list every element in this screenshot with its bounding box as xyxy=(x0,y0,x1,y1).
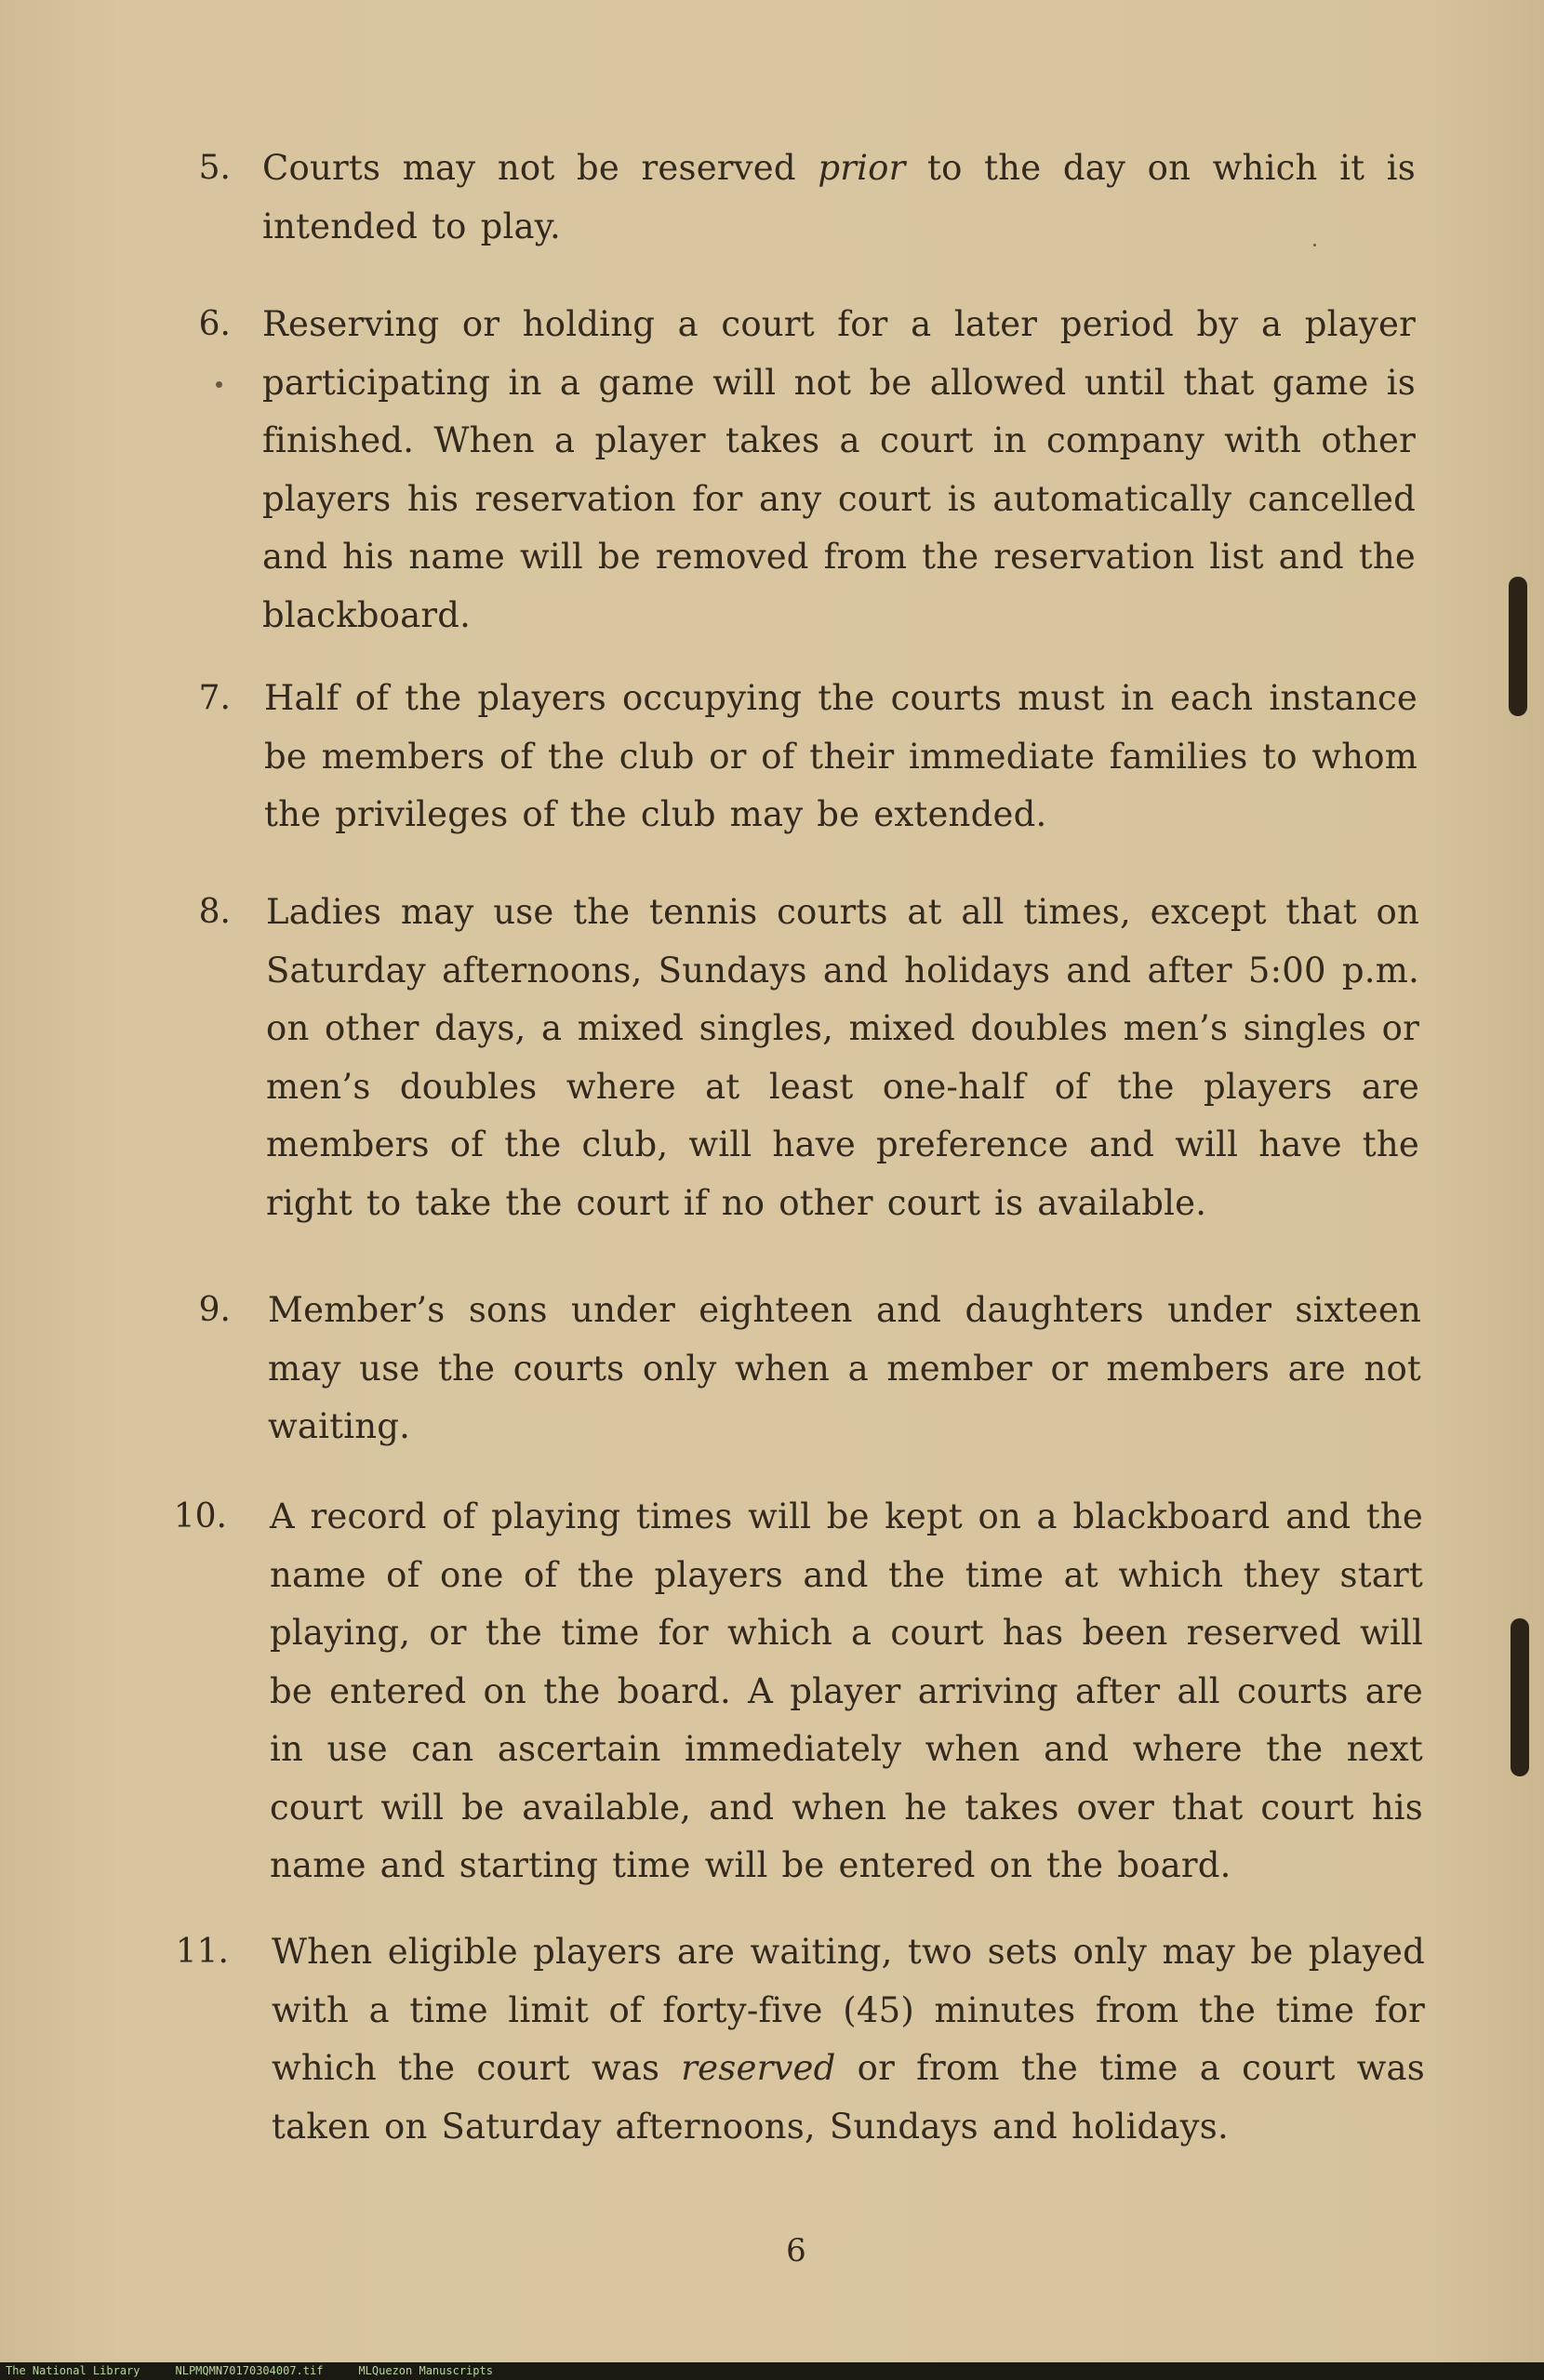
rule-number: 5. xyxy=(198,149,231,187)
scan-footer xyxy=(0,2362,1544,2380)
rule-text: Half of the players occupying the courts must in each instance be members of the club or of their immediate families to whom the privileges of the club may be extended. xyxy=(264,678,1418,834)
ink-speck xyxy=(1313,244,1316,246)
rule-text: When eligible players are waiting, two sets only may be played with a time limit of forty-five (45) minutes from the time for which the court was reserved or from the time a court was taken on Saturday afternoons, Sundays and holidays. xyxy=(272,1932,1425,2147)
binding-clip xyxy=(1509,577,1527,716)
rule-number: 7. xyxy=(198,679,231,717)
emphasis-prior: prior xyxy=(818,148,906,188)
rule-text: Reserving or holding a court for a later period by a player participating in a game will not be allowed until that game is finished. When a player takes a court in company with other players his reservation for any court is automatically cancelled and his name will be removed from the reservation list and the blackboard. xyxy=(262,304,1416,635)
rule-number: 9. xyxy=(198,1291,231,1329)
rule-number: 6. xyxy=(198,305,231,343)
rule-number: 8. xyxy=(198,893,231,931)
rule-text: A record of playing times will be kept on a blackboard and the name of one of the players and the time at which they start playing, or the time for which a court has been reserved will be entered on the board. A player arriving after all courts are in use can ascertain immediately when and where the next court will be available, and when he takes over that court his name and starting time will be entered on the board. xyxy=(270,1496,1423,1885)
rule-text: Member’s sons under eighteen and daughters under sixteen may use the courts only when a member or members are not waiting. xyxy=(268,1290,1421,1446)
emphasis-reserved: reserved xyxy=(681,2048,836,2088)
binding-clip xyxy=(1511,1618,1529,1776)
footer-library: The National Library xyxy=(6,2364,140,2377)
ink-speck xyxy=(216,381,222,388)
footer-collection: MLQuezon Manuscripts xyxy=(358,2364,493,2377)
rule-text: Courts may not be reserved prior to the day on which it is intended to play. xyxy=(262,148,1416,246)
rule-text: Ladies may use the tennis courts at all times, except that on Saturday afternoons, Sundays and holidays and after 5:00 p.m. on other days, a mixed singles, mixed doubles men’s singles or men’s doubles where at least one-half of the players are members of the club, will have preference and will have the right to take the court if no other court is available. xyxy=(266,892,1419,1223)
page-number: 6 xyxy=(786,2232,806,2269)
rule-number: 10. xyxy=(173,1497,227,1536)
footer-filename: NLPMQMN70170304007.tif xyxy=(175,2364,324,2377)
rule-number: 11. xyxy=(175,1933,229,1971)
